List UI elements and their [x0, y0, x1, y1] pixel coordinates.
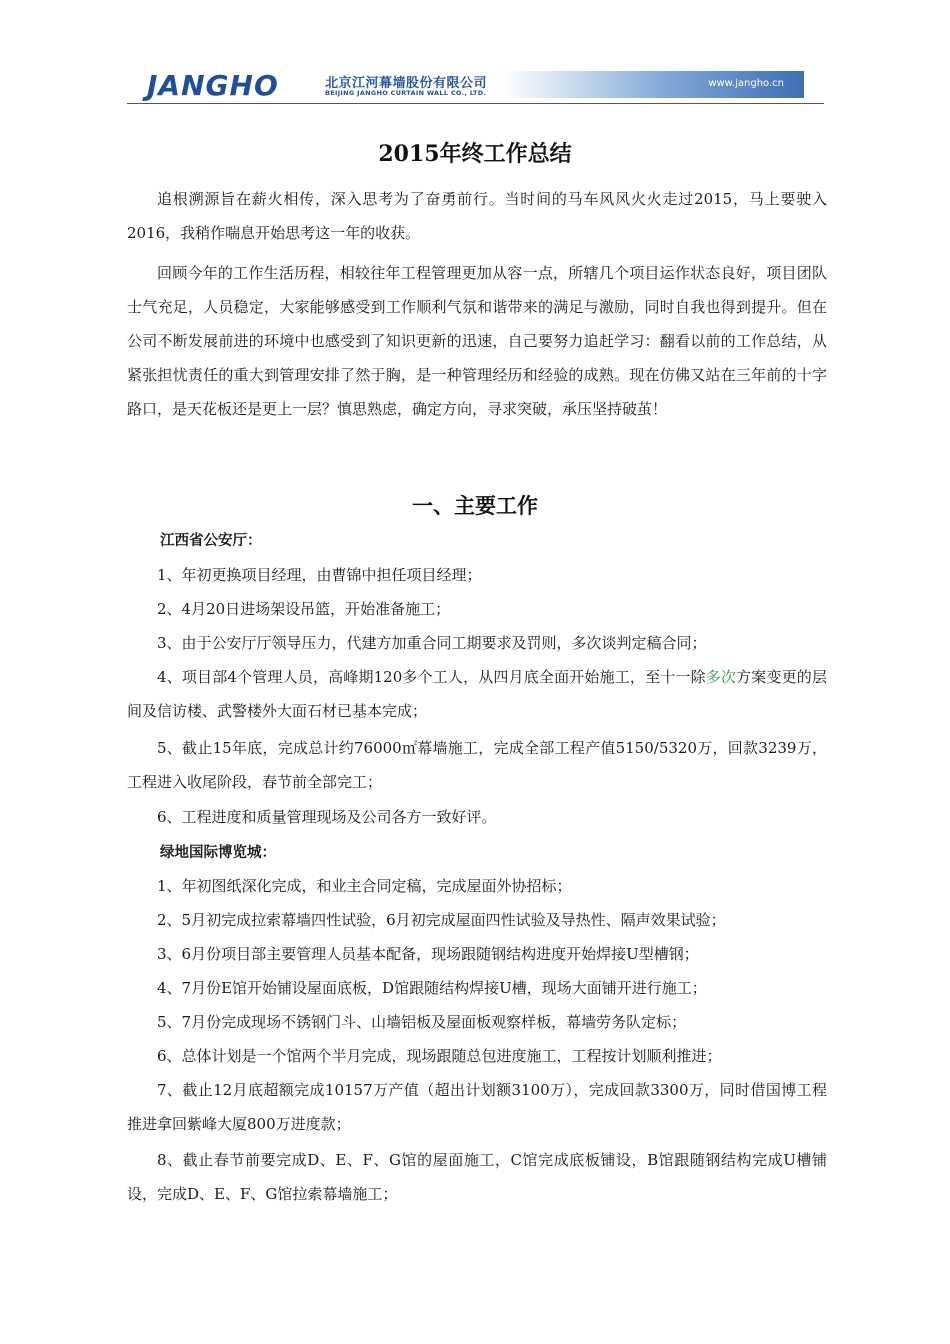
- page-header: [127, 68, 824, 106]
- document-title: 2015年终工作总结: [378, 141, 572, 167]
- header-divider: [127, 103, 824, 104]
- intro-paragraph-1: 追根溯源旨在薪火相传，深入思考为了奋勇前行。当时间的马车风风火火走过2015，马上要驶入2016，我稍作喘息开始思考这一年的收获。: [127, 190, 827, 242]
- list-item: 5、截止15年底，完成总计约76000㎡幕墙施工，完成全部工程产值5150/5320万，回款3239万，工程进入收尾阶段，春节前全部完工；: [127, 739, 827, 791]
- company-name-en: BEIJING JANGHO CURTAIN WALL CO., LTD.: [325, 89, 487, 97]
- project-heading-jiangxi: 江西省公安厅：: [160, 533, 262, 549]
- section-heading-main-work: 一、主要工作: [412, 493, 538, 518]
- list-item: 5、7月份完成现场不锈钢门斗、山墙铝板及屋面板观察样板，幕墙劳务队定标；: [157, 1013, 687, 1031]
- list-item: 1、年初图纸深化完成，和业主合同定稿，完成屋面外协招标；: [157, 877, 572, 895]
- list-item: 3、由于公安厅厅领导压力，代建方加重合同工期要求及罚则，多次谈判定稿合同；: [157, 634, 707, 652]
- header-banner: [501, 71, 804, 98]
- list-item-text: 4、项目部4个管理人员，高峰期120多个工人，从四月底全面开始施工，至十一除: [157, 668, 706, 686]
- list-item: 4、7月份E馆开始铺设屋面底板，D馆跟随结构焊接U槽，现场大面铺开进行施工；: [157, 979, 707, 997]
- list-item: 3、6月份项目部主要管理人员基本配备，现场跟随钢结构进度开始焊接U型槽钢；: [157, 945, 699, 963]
- project-heading-greenland: 绿地国际博览城：: [160, 845, 276, 861]
- list-item: 2、4月20日进场架设吊篮，开始准备施工；: [157, 600, 451, 618]
- list-item: 8、截止春节前要完成D、E、F、G馆的屋面施工，C馆完成底板铺设，B馆跟随钢结构完成U槽铺设，完成D、E、F、G馆拉索幕墙施工；: [127, 1151, 827, 1203]
- website-url: www.jangho.cn: [708, 78, 784, 89]
- list-item: 7、截止12月底超额完成10157万产值（超出计划额3100万），完成回款3300万，同时借国博工程推进拿回紫峰大厦800万进度款；: [127, 1081, 827, 1133]
- list-item: 6、总体计划是一个馆两个半月完成，现场跟随总包进度施工，工程按计划顺利推进；: [157, 1047, 722, 1065]
- intro-paragraph-2: 回顾今年的工作生活历程，相较往年工程管理更加从容一点，所辖几个项目运作状态良好，项目团队士气充足，人员稳定，大家能够感受到工作顺利气氛和谐带来的满足与激励，同时自我也得到提升。但在公司不断发展前进的环境中也感受到了知识更新的迅速，自己要努力追赶学习：翻看以前的工作总结，从紧张担忧责任的重大到管理安排了然于胸，是一种管理经历和经验的成熟。现在仿佛又站在三年前的十字路口，是天花板还是更上一层？慎思熟虑，确定方向，寻求突破，承压坚持破茧！: [127, 264, 827, 418]
- list-item-text: 方案变更的层间及信访楼、武警楼外大面石材已基本完成；: [127, 668, 827, 720]
- list-item: 1、年初更换项目经理，由曹锦中担任项目经理；: [157, 566, 482, 584]
- highlighted-text: 多次: [705, 668, 737, 686]
- list-item: 6、工程进度和质量管理现场及公司各方一致好评。: [157, 808, 497, 826]
- company-name-cn: 北京江河幕墙股份有限公司: [325, 76, 488, 91]
- list-item: 2、5月初完成拉索幕墙四性试验，6月初完成屋面四性试验及导热性、隔声效果试验；: [157, 911, 726, 929]
- jangho-logo: JANGHO: [147, 69, 279, 102]
- list-item: [127, 660, 827, 728]
